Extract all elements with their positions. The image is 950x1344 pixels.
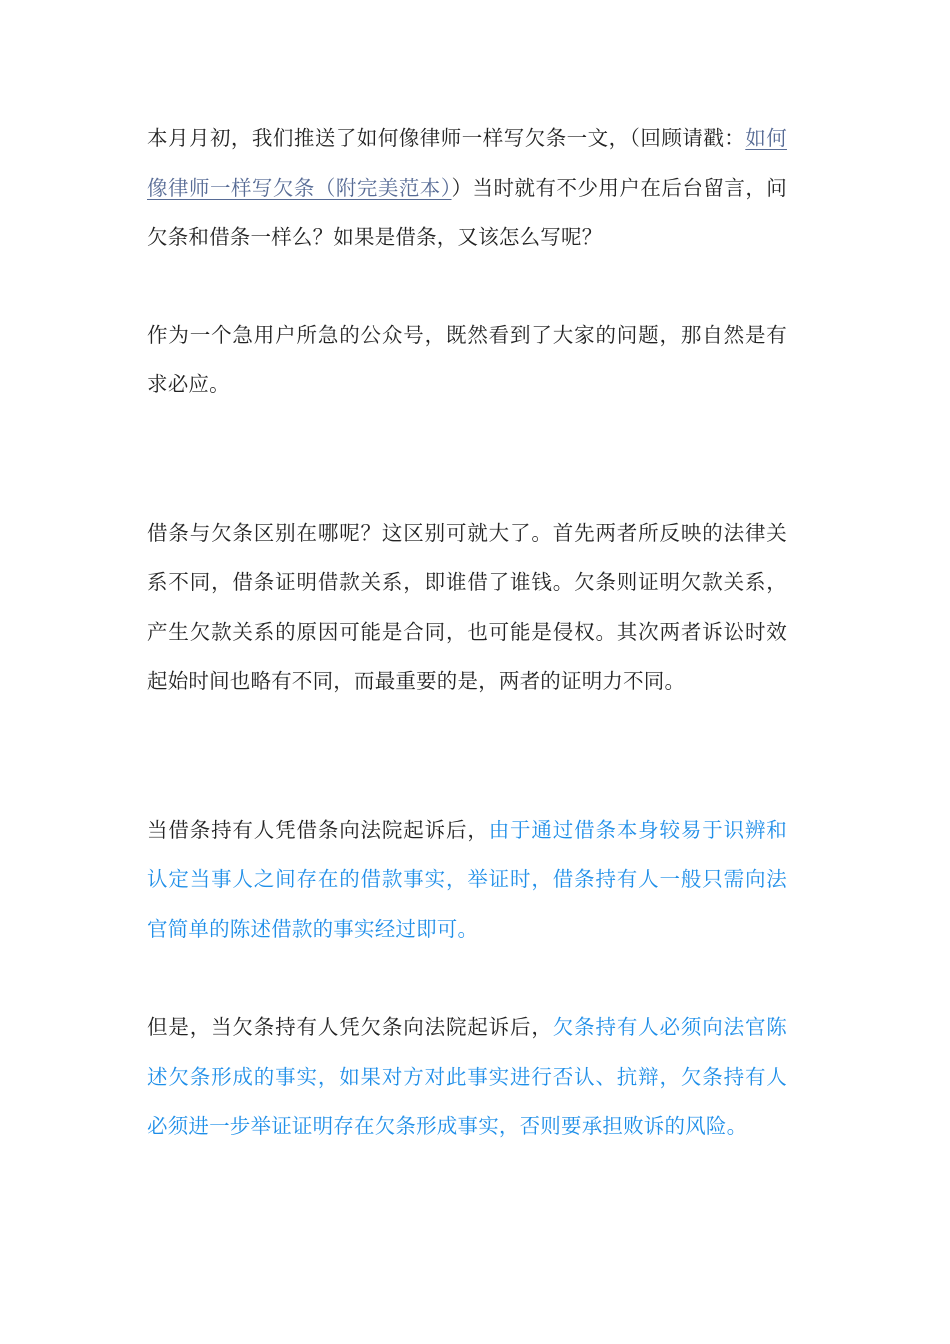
loan-note-text: 当借条持有人凭借条向法院起诉后， [147,817,489,842]
previous-article-link[interactable]: 如何像律师一样写欠条（附完美范本） [147,126,787,200]
paragraph-iou-note [147,1003,787,1152]
paragraph-response [147,311,787,410]
response-text: 作为一个急用户所急的公众号，既然看到了大家的问题，那自然是有求必应。 [147,322,787,396]
intro-text-after: ）当时就有不少用户在后台留言，问欠条和借条一样么？如果是借条，又该怎么写呢？ [147,175,788,249]
iou-note-highlight: 欠条持有人必须向法官陈述欠条形成的事实，如果对方对此事实进行否认、抗辩，欠条持有人必须进一步举证证明存在欠条形成事实，否则要承担败诉的风险。 [147,1015,787,1138]
loan-note-highlight: 由于通过借条本身较易于识辨和认定当事人之间存在的借款事实，举证时，借条持有人一般只需向法官简单的陈述借款的事实经过即可。 [147,817,787,941]
difference-text: 借条与欠条区别在哪呢？这区别可就大了。首先两者所反映的法律关系不同，借条证明借款关系，即谁借了谁钱。欠条则证明欠款关系，产生欠款关系的原因可能是合同，也可能是侵权。其次两者诉讼时效起始时间也略有不同，而最重要的是，两者的证明力不同。 [147,520,787,693]
intro-text-before: 本月月初，我们推送了如何像律师一样写欠条一文，（回顾请戳： [147,126,746,150]
article-body [147,114,787,1152]
paragraph-difference [147,509,787,707]
paragraph-loan-note [147,806,787,955]
paragraph-intro [147,114,787,263]
iou-note-text: 但是，当欠条持有人凭欠条向法院起诉后， [147,1015,553,1039]
